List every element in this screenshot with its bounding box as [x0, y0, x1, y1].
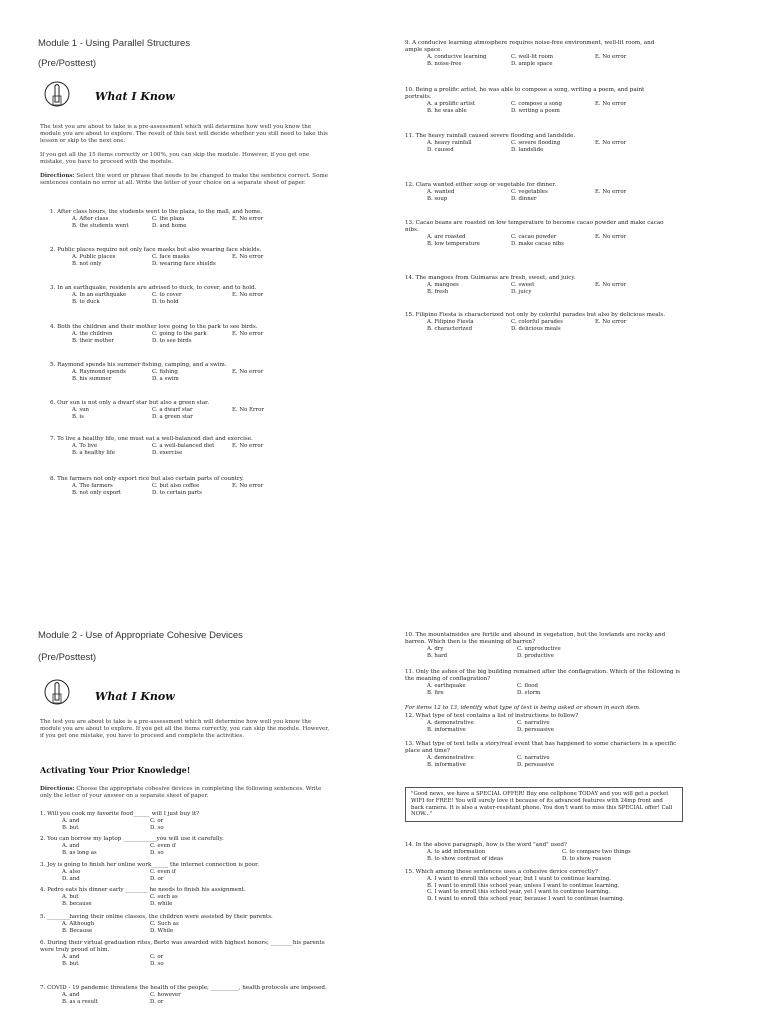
option [595, 147, 665, 154]
option: B. the students went [72, 222, 129, 229]
question-stem: 3. In an earthquake, residents are advised to duck, to cover, and to hold. [50, 285, 257, 291]
m1-question-8 [50, 476, 330, 497]
question-stem: 2. Public places require not only face masks but also wearing face shields. [50, 247, 262, 253]
option: B. as long as [62, 849, 97, 856]
m1-question-12 [405, 182, 667, 203]
option: C. well-lit room [511, 54, 553, 60]
option: E. No error [232, 443, 264, 449]
option: C. going to the park [152, 331, 207, 337]
option: A. heavy rainfall [427, 140, 472, 146]
m2-question-15 [405, 869, 695, 902]
option: A. are roasted [427, 234, 466, 240]
question-stem: 5. Raymond spends his summer fishing, camping, and a swim. [50, 362, 227, 368]
option: D. so [150, 849, 164, 856]
option: D. writing a poem [511, 107, 560, 114]
option: E. No error [595, 54, 627, 60]
option: B. hard [427, 652, 448, 659]
option: E. No error [595, 234, 627, 240]
directions-text: Select the word or phrase that needs to be changed to make the sentence correct. Some sentences contain no error at all. Write the letter of your choice on a separate sheet of paper. [40, 173, 329, 187]
option: E. No Error [232, 407, 264, 413]
question-stem: 3. Joy is going to finish her online work______ the internet connection is poor. [40, 862, 259, 868]
option: A. but [62, 894, 79, 900]
question-stem: 11. The heavy rainfall caused severe flooding and landslide. [405, 133, 576, 139]
option: D. I want to enroll this school year, because I want to continue learning. [427, 895, 625, 902]
question-stem: 14. In the above paragraph, how is the word "and" used? [405, 842, 567, 848]
option: C. but also coffee [152, 483, 200, 489]
question-stem: 8. The farmers not only export rice but also certain parts of country. [50, 476, 244, 482]
option: B. to show contrast of ideas [427, 855, 503, 862]
ad-passage-box: "Good news, we have a SPECIAL OFFER! Buy one cellphone TODAY and you will get a pocket WIFI for FREE! You will surely love it because of its advanced features with 24mp front and back camera. It is also a water-resistant phone. You don't want to miss this SPECIAL offer! Call NOW..." [405, 787, 683, 822]
option: D. or [150, 998, 164, 1005]
m1-question-15 [405, 312, 667, 333]
option: C. narrative [517, 755, 550, 761]
option: B. not only [72, 260, 102, 267]
module1-subtitle: (Pre/Posttest) [38, 58, 97, 69]
option: A. a prolific artist [427, 101, 475, 107]
option: B. soup [427, 195, 448, 202]
option: B. I want to enroll this school year, unless I want to continue learning. [427, 882, 620, 889]
option: B. informative [427, 726, 466, 733]
m2-question-13 [405, 741, 683, 768]
option: C. to cover [152, 292, 182, 298]
question-stem: 15. Which among these sentences uses a cohesive device correctly? [405, 869, 598, 875]
option: D. and home [152, 222, 187, 229]
option: A. to add information [427, 849, 486, 855]
question-stem: 12. Clara wanted either soup or vegetable for dinner. [405, 182, 557, 188]
option: D. dinner [511, 195, 537, 202]
hand-icon [44, 78, 70, 116]
option: D. storm [517, 689, 541, 696]
option: D. so [150, 824, 164, 831]
m1-question-11 [405, 133, 667, 154]
option: D. or [150, 875, 164, 882]
option: A. dry [427, 646, 444, 652]
option: E. No error [595, 101, 627, 107]
option: E. No error [232, 483, 264, 489]
option: A. and [62, 992, 80, 998]
option: A. sun [72, 407, 90, 413]
option: A. In an earthquake [72, 292, 127, 298]
what-i-know-heading: What I Know [95, 90, 175, 103]
option [232, 376, 312, 383]
option: A. conducive learning [427, 54, 487, 60]
option: D. to hold [152, 298, 179, 305]
option: C. however [150, 992, 181, 998]
option: B. their mother [72, 337, 114, 344]
option: E. No error [232, 254, 264, 260]
directions-label: Directions: [40, 173, 75, 179]
option: B. low temperature [427, 240, 480, 247]
option: B. fire [427, 689, 444, 696]
option: E. No error [232, 216, 264, 222]
option: E. No error [232, 292, 264, 298]
option [232, 338, 312, 345]
option: D. ample space [511, 60, 553, 67]
module2-title: Module 2 - Use of Appropriate Cohesive Devices [38, 630, 243, 641]
option [595, 196, 665, 203]
option: A. After class [72, 216, 109, 222]
question-stem: 14. The mangoes from Guimaras are fresh, sweet, and juicy. [405, 275, 576, 281]
option: B. to duck [72, 298, 100, 305]
option: D. delicious meals [511, 325, 561, 332]
activating-prior-knowledge-heading: Activating Your Prior Knowledge! [40, 765, 191, 775]
option: E. No error [595, 319, 627, 325]
option: D. landslide [511, 146, 544, 153]
m1-question-2 [50, 247, 330, 268]
option: D. juicy [511, 288, 532, 295]
option: E. No error [232, 369, 264, 375]
option [595, 108, 665, 115]
option: D. so [150, 960, 164, 967]
option: C. or [150, 954, 164, 960]
m1-question-7 [50, 436, 330, 457]
items-12-13-note: For items 12 to 13, identify what type of text is being asked or shown in each item. [405, 705, 641, 711]
question-stem: 5. ________having their online classes, the children were assisted by their parents. [40, 914, 273, 920]
option: E. No error [232, 331, 264, 337]
option: B. not only export [72, 489, 121, 496]
option: C. to compare two things [562, 849, 631, 855]
m2-question-10 [405, 632, 683, 659]
m2-question-3 [40, 862, 332, 882]
module1-directions [40, 173, 332, 187]
m2-question-2 [40, 836, 332, 856]
option: B. but [62, 960, 79, 967]
option: A. demonstrative [427, 720, 474, 726]
question-stem: 9. A conducive learning atmosphere requires noise-free environment, well-lit room, and ample space. [405, 40, 655, 53]
module1-intro2: If you get all the 15 items correctly or 100%, you can skip the module. However, if you get one mistake, you have to proceed with the module. [40, 152, 310, 166]
option: B. as a result [62, 998, 98, 1005]
option: D. exercise [152, 449, 183, 456]
option: D. to see birds [152, 337, 192, 344]
option: C. narrative [517, 720, 550, 726]
m1-question-6 [50, 400, 330, 421]
option [595, 326, 665, 333]
option [232, 299, 312, 306]
directions-text: Choose the appropriate cohesive devices in completing the following sentences. Write only the letter of your answer on a separate sheet of paper. [40, 786, 322, 800]
option: A. The farmers [72, 483, 113, 489]
option: B. Because [62, 927, 93, 934]
m1-question-9 [405, 40, 667, 68]
m2-question-7 [40, 985, 332, 1005]
option: C. Such as [150, 921, 179, 927]
option: C. a dwarf star [152, 407, 193, 413]
option: A. Although [62, 921, 95, 927]
question-stem: 4. Pedro eats his dinner early ________ he needs to finish his assignment. [40, 887, 246, 893]
question-stem: 2. You can borrow my laptop ____________you will use it carefully. [40, 836, 224, 842]
option: C. a well-balanced diet [152, 443, 215, 449]
option [595, 61, 665, 68]
option: B. his summer [72, 375, 112, 382]
question-stem: 13. What type of text tells a story/real event that has happened to some characters in a specific place and time? [405, 741, 677, 754]
option: D. wearing face shields [152, 260, 216, 267]
option [232, 490, 312, 497]
question-stem: 6. During their virtual graduation rites, Berto was awarded with highest honors; ________his parents were truly proud of him. [40, 940, 325, 953]
option: A. To live [72, 443, 98, 449]
option: D. persuasive [517, 726, 554, 733]
option: C. fishing [152, 369, 178, 375]
option: C. face masks [152, 254, 190, 260]
option [595, 289, 665, 296]
question-stem: 7. COVID - 19 pandemic threatens the health of the people; __________, health protocols are imposed. [40, 985, 327, 991]
option: C. sweet [511, 282, 535, 288]
option: D. while [150, 900, 173, 907]
hand-icon [44, 674, 70, 716]
option: B. noise-free [427, 60, 462, 67]
option: C. cacao powder [511, 234, 557, 240]
option: D. persuasive [517, 761, 554, 768]
option: A. and [62, 954, 80, 960]
question-stem: 1. After class hours, the students went to the plaza, to the mall, and home. [50, 209, 263, 215]
option: A. also [62, 869, 81, 875]
option: C. vegetables [511, 189, 548, 195]
option: A. the children [72, 331, 113, 337]
question-stem: 15. Filipino Fiesta is characterized not only by colorful parades but also by delicious meals. [405, 312, 666, 318]
m2-question-14 [405, 842, 683, 862]
option: E. No error [595, 140, 627, 146]
option: C. colorful parades [511, 319, 563, 325]
option: D. While [150, 927, 174, 934]
module1-title: Module 1 - Using Parallel Structures [38, 38, 191, 49]
question-stem: 4. Both the children and their mother love going to the park to see birds. [50, 324, 258, 330]
option: B. but [62, 824, 79, 831]
option: A. Public places [72, 254, 116, 260]
option: C. severe flooding [511, 140, 561, 146]
option: B. a healthy life [72, 449, 115, 456]
option: A. wanted [427, 189, 455, 195]
m2-question-4 [40, 887, 332, 907]
option: C. the plaza [152, 216, 185, 222]
option: D. make cacao nibs [511, 240, 564, 247]
m1-question-5 [50, 362, 330, 383]
option: A. Raymond spends [72, 369, 126, 375]
question-stem: 13. Cacao beans are roasted on low temperature to become cacao powder and make cacao nibs. [405, 220, 664, 233]
question-stem: 10. The mountainsides are fertile and abound in vegetation, but the lowlands are rocky and barren. Which then is the meaning of barren? [405, 632, 666, 645]
option: D. to show reason [562, 855, 611, 862]
option [232, 450, 312, 457]
option: B. fresh [427, 288, 449, 295]
option: B. informative [427, 761, 466, 768]
option: D. a swim [152, 375, 179, 382]
module2-intro: The test you are about to take is a pre-assessment which will determine how well you know the module you are about to explore. If you get all the items correctly, you can skip the module. However, if you get one mistake, you have to proceed and complete the activities. [40, 719, 330, 740]
option: D. to certain parts [152, 489, 202, 496]
m2-question-5 [40, 914, 332, 934]
module2-directions [40, 786, 332, 800]
option: A. I want to enroll this school year, but I want to continue learning. [427, 876, 611, 882]
m1-question-13 [405, 220, 667, 248]
option [232, 261, 312, 268]
question-stem: 7. To live a healthy life, one must eat a well-balanced diet and exercise. [50, 436, 253, 442]
option: B. is [72, 413, 84, 420]
option: C. such as [150, 894, 178, 900]
question-stem: 12. What type of text contains a list of instructions to follow? [405, 713, 579, 719]
question-stem: 6. Our sun is not only a dwarf star but also a green star. [50, 400, 209, 406]
m1-question-10 [405, 87, 667, 115]
option: A. mangoes [427, 282, 459, 288]
option: C. even if [150, 843, 176, 849]
directions-label: Directions: [40, 786, 75, 792]
option: B. because [62, 900, 92, 907]
what-i-know-heading: What I Know [95, 690, 175, 703]
option: E. No error [595, 189, 627, 195]
option: D. a green star [152, 413, 193, 420]
module2-subtitle: (Pre/Posttest) [38, 652, 97, 663]
option: C. unproductive [517, 646, 561, 652]
m2-question-1 [40, 811, 332, 831]
module1-intro: The test you are about to take is a pre-assessment which will determine how well you know the module you are about to explore. The result of this test will decide whether you still need to take this lesson or skip to the next one. [40, 124, 328, 145]
option: C. I want to enroll this school year, yet I want to continue learning. [427, 889, 611, 896]
m1-question-14 [405, 275, 667, 296]
option: A. demonstrative [427, 755, 474, 761]
option: C. flood [517, 683, 538, 689]
question-stem: 1. Will you cook my favorite food______ will I just buy it? [40, 811, 200, 817]
option: E. No error [595, 282, 627, 288]
option [595, 241, 665, 248]
option: A. earthquake [427, 683, 466, 689]
m2-question-11 [405, 669, 683, 696]
option: A. Filipino Fiesta [427, 319, 474, 325]
m1-question-4 [50, 324, 330, 345]
question-stem: 10. Being a prolific artist, he was able to compose a song, writing a poem, and paint portraits. [405, 87, 645, 100]
question-stem: 11. Only the ashes of the big building remained after the conflagration. Which of the following is the meaning of conflagration? [405, 669, 681, 682]
option: A. and [62, 818, 80, 824]
option: D. and [62, 875, 80, 882]
option: B. characterized [427, 325, 473, 332]
m1-question-3 [50, 285, 330, 306]
option: D. caused [427, 146, 454, 153]
option: A. and [62, 843, 80, 849]
m2-question-12 [405, 713, 683, 733]
option: B. he was able [427, 107, 467, 114]
option: C. compose a song [511, 101, 562, 107]
option [232, 223, 312, 230]
option: C. or [150, 818, 164, 824]
option: C. even if [150, 869, 176, 875]
option [232, 414, 312, 421]
m1-question-1 [50, 209, 330, 230]
m2-question-6 [40, 940, 332, 967]
option: D. productive [517, 652, 554, 659]
